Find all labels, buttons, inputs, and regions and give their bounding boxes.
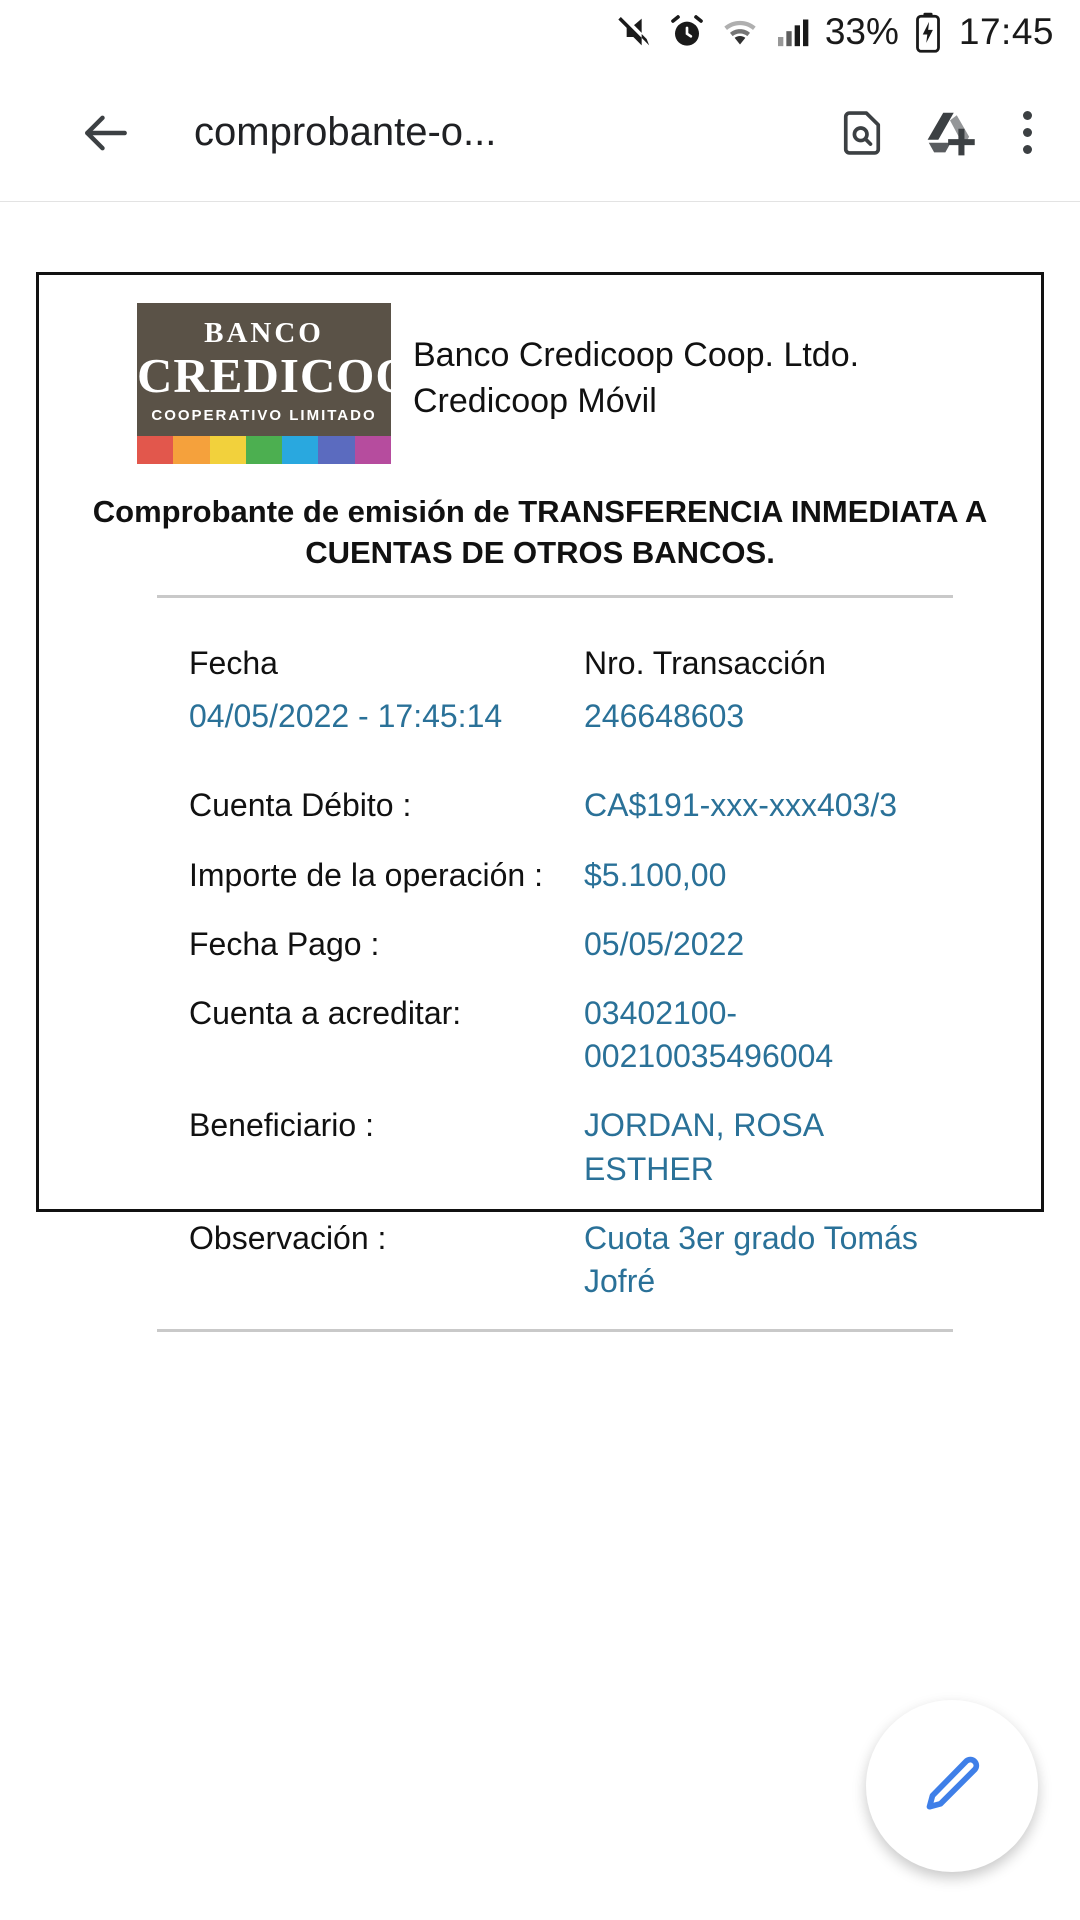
- value-fecha: 04/05/2022 - 17:45:14: [189, 698, 503, 735]
- battery-percent-label: 33%: [824, 11, 899, 52]
- mute-icon: [615, 12, 655, 52]
- logo-sub-text: COOPERATIVO LIMITADO: [151, 407, 377, 425]
- row-cuenta-acreditar: [189, 992, 1041, 1078]
- row-fecha-pago: [189, 923, 1041, 966]
- app-bar: [0, 64, 1080, 202]
- add-to-drive-icon[interactable]: [922, 105, 978, 161]
- label-fecha: Fecha: [189, 645, 278, 682]
- signal-icon: [773, 12, 813, 52]
- alarm-icon: [667, 12, 707, 52]
- bank-identity: [413, 303, 859, 425]
- back-arrow-icon[interactable]: [78, 105, 134, 161]
- status-clock: 17:45: [958, 11, 1054, 52]
- wifi-icon: [719, 12, 761, 52]
- document-scan-icon[interactable]: [836, 107, 888, 159]
- value-observacion: Cuota 3er grado Tomás Jofré: [584, 1219, 918, 1299]
- battery-icon: [913, 11, 943, 53]
- row-cuenta-debito: [189, 784, 1041, 827]
- row-observacion: [189, 1217, 1041, 1303]
- label-nro-transaccion: Nro. Transacción: [584, 645, 826, 682]
- more-options-icon[interactable]: [1020, 111, 1034, 154]
- value-beneficiario: JORDAN, ROSA ESTHER: [584, 1107, 823, 1187]
- value-cuenta-debito: CA$191-xxx-xxx403/3: [584, 787, 898, 824]
- label-importe: Importe de la operación :: [189, 856, 543, 893]
- row-importe: [189, 854, 1041, 897]
- value-nro-transaccion: 246648603: [584, 698, 745, 735]
- value-importe: $5.100,00: [584, 856, 727, 893]
- label-beneficiario: Beneficiario :: [189, 1107, 374, 1144]
- bank-name: Banco Credicoop Coop. Ltdo.: [413, 336, 860, 374]
- edit-fab-button[interactable]: [866, 1700, 1038, 1872]
- document-viewer[interactable]: [0, 202, 1080, 1299]
- brand-row: [39, 303, 1041, 464]
- logo-color-stripes: [137, 436, 391, 464]
- label-fecha-pago: Fecha Pago :: [189, 925, 380, 962]
- row-beneficiario: [189, 1104, 1041, 1190]
- logo-main-text: CREDICOOP: [137, 348, 446, 403]
- page-title: comprobante-o...: [194, 110, 497, 154]
- status-bar: [0, 0, 1080, 64]
- document-heading: Comprobante de emisión de TRANSFERENCIA INMEDIATA A CUENTAS DE OTROS BANCOS.: [92, 494, 988, 570]
- bank-app-name: Credicoop Móvil: [413, 381, 657, 420]
- label-cuenta-debito: Cuenta Débito :: [189, 787, 412, 824]
- label-cuenta-acreditar: Cuenta a acreditar:: [189, 994, 462, 1031]
- receipt-document: [36, 272, 1044, 1299]
- header-labels-row: [189, 642, 1041, 685]
- logo-top-text: BANCO: [204, 317, 324, 349]
- header-values-row: [189, 695, 1041, 738]
- divider-bottom: [157, 1329, 953, 1332]
- value-fecha-pago: 05/05/2022: [584, 925, 745, 962]
- label-observacion: Observación :: [189, 1219, 387, 1256]
- bank-logo: [137, 303, 446, 464]
- edit-pencil-icon: [916, 1750, 988, 1822]
- value-cuenta-acreditar: 03402100-00210035496004: [584, 994, 834, 1075]
- fields-list: [39, 598, 1041, 1303]
